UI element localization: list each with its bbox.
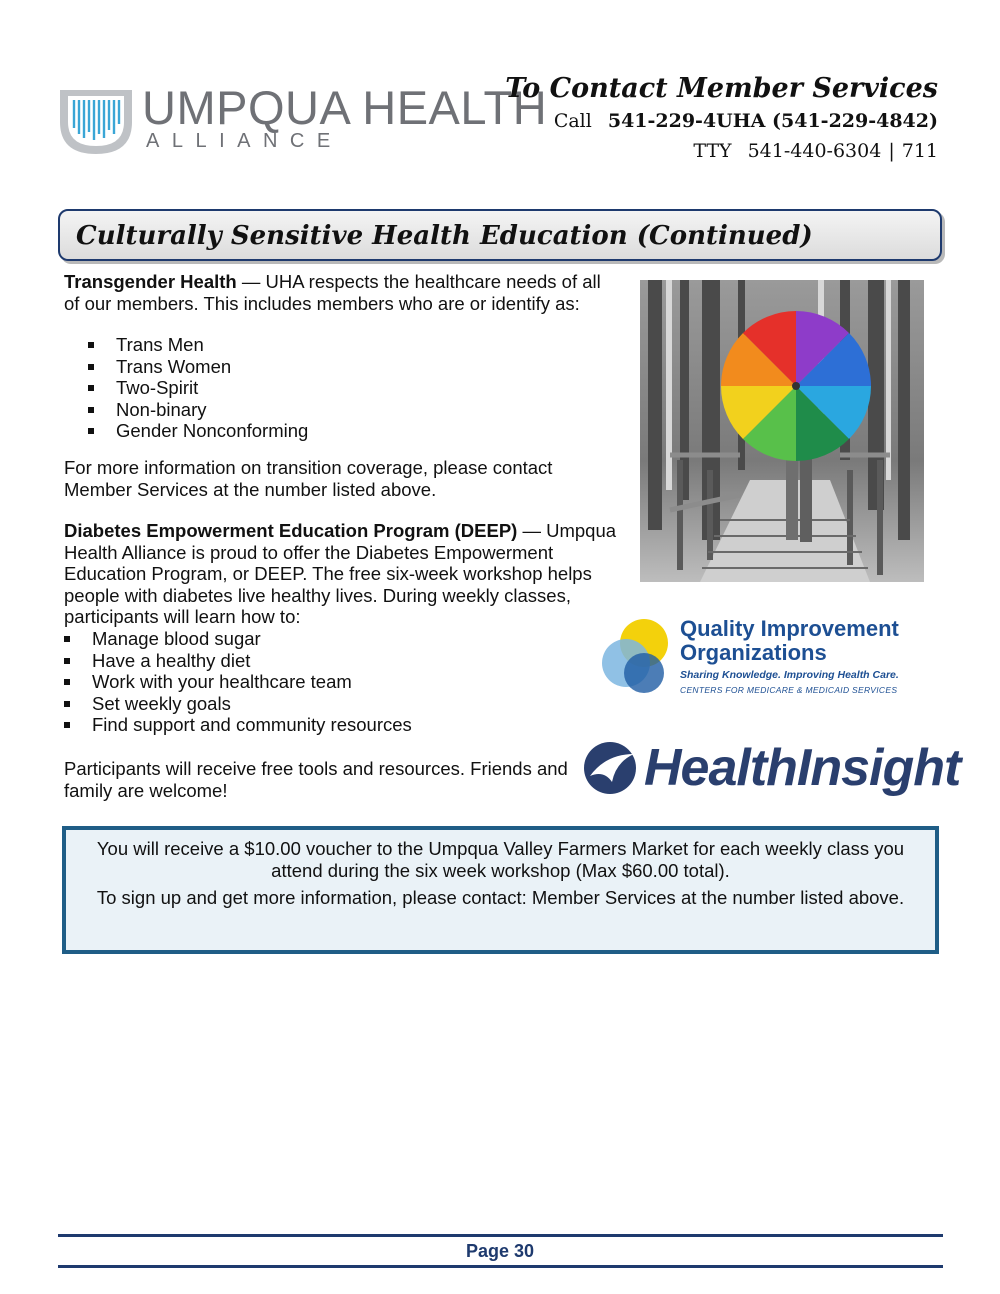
uha-logo <box>58 81 548 160</box>
list-item: Two-Spirit <box>88 377 308 399</box>
qio-title-line2: Organizations <box>680 640 827 665</box>
qio-logo <box>600 615 940 705</box>
list-item: Have a healthy diet <box>64 650 412 672</box>
page-number: Page 30 <box>465 1241 535 1261</box>
list-item: Non-binary <box>88 399 308 421</box>
voucher-text: You will receive a $10.00 voucher to the Umpqua Valley Farmers Market for each weekly class you attend during the six week workshop (Max $60.00 total). <box>96 838 905 881</box>
qio-circles-icon <box>600 617 672 695</box>
qio-tagline: Sharing Knowledge. Improving Health Care. <box>680 669 899 681</box>
deep-intro-text: — Umpqua Health Alliance is proud to offer the Diabetes Empowerment Education Program, or DEEP. The free six-week workshop helps people with diabetes live healthy lives. During weekly classes, participants will learn how to: <box>64 520 617 627</box>
voucher-box <box>62 826 939 954</box>
footer-rule-bottom <box>58 1265 943 1268</box>
tty-separator: | <box>888 140 895 162</box>
list-item: Work with your healthcare team <box>64 671 412 693</box>
list-item: Find support and community resources <box>64 714 412 736</box>
tty-label: TTY <box>693 140 732 162</box>
umbrella-photo-image <box>640 280 924 582</box>
transgender-list <box>88 334 308 442</box>
umbrella-photo <box>640 280 924 582</box>
logo-subtitle: ALLIANCE <box>146 130 343 152</box>
list-item: Trans Women <box>88 356 308 378</box>
qio-cms-label: CENTERS FOR MEDICARE & MEDICAID SERVICES <box>680 685 898 695</box>
transgender-heading: Transgender Health <box>64 271 237 292</box>
list-item: Manage blood sugar <box>64 628 412 650</box>
healthinsight-logo <box>582 736 961 812</box>
list-item: Set weekly goals <box>64 693 412 715</box>
deep-closing: Participants will receive free tools and resources. Friends and family are welcome! <box>64 758 568 801</box>
transgender-intro-text: — UHA respects the healthcare needs of all of our members. This includes members who are or identify as: <box>64 271 601 314</box>
deep-list <box>64 628 412 736</box>
healthinsight-swoosh-icon <box>582 740 640 796</box>
qio-title-line1: Quality Improvement <box>680 616 899 641</box>
section-title: Culturally Sensitive Health Education (Continued) <box>76 221 813 251</box>
contact-block <box>505 72 938 166</box>
transition-coverage-note: For more information on transition coverage, please contact Member Services at the number listed above. <box>64 457 553 500</box>
tty-number[interactable]: 541-440-6304 <box>747 140 882 162</box>
tty-line <box>505 136 938 166</box>
footer-rule-top <box>58 1234 943 1237</box>
deep-intro <box>64 520 624 628</box>
healthinsight-wordmark: HealthInsight <box>644 739 961 797</box>
section-banner <box>58 209 942 261</box>
tty-relay[interactable]: 711 <box>901 140 938 162</box>
signup-text: To sign up and get more information, please contact: Member Services at the number listed above. <box>96 887 905 908</box>
call-number[interactable]: 541-229-4UHA (541-229-4842) <box>607 110 938 132</box>
contact-title: To Contact Member Services <box>505 73 938 104</box>
call-line <box>505 106 938 136</box>
list-item: Gender Nonconforming <box>88 420 308 442</box>
logo-name: UMPQUA HEALTH <box>142 81 548 134</box>
deep-heading: Diabetes Empowerment Education Program (DEEP) <box>64 520 518 541</box>
call-label: Call <box>553 110 592 132</box>
transgender-intro <box>64 271 616 314</box>
list-item: Trans Men <box>88 334 308 356</box>
uha-logo-mark-icon <box>58 84 134 156</box>
